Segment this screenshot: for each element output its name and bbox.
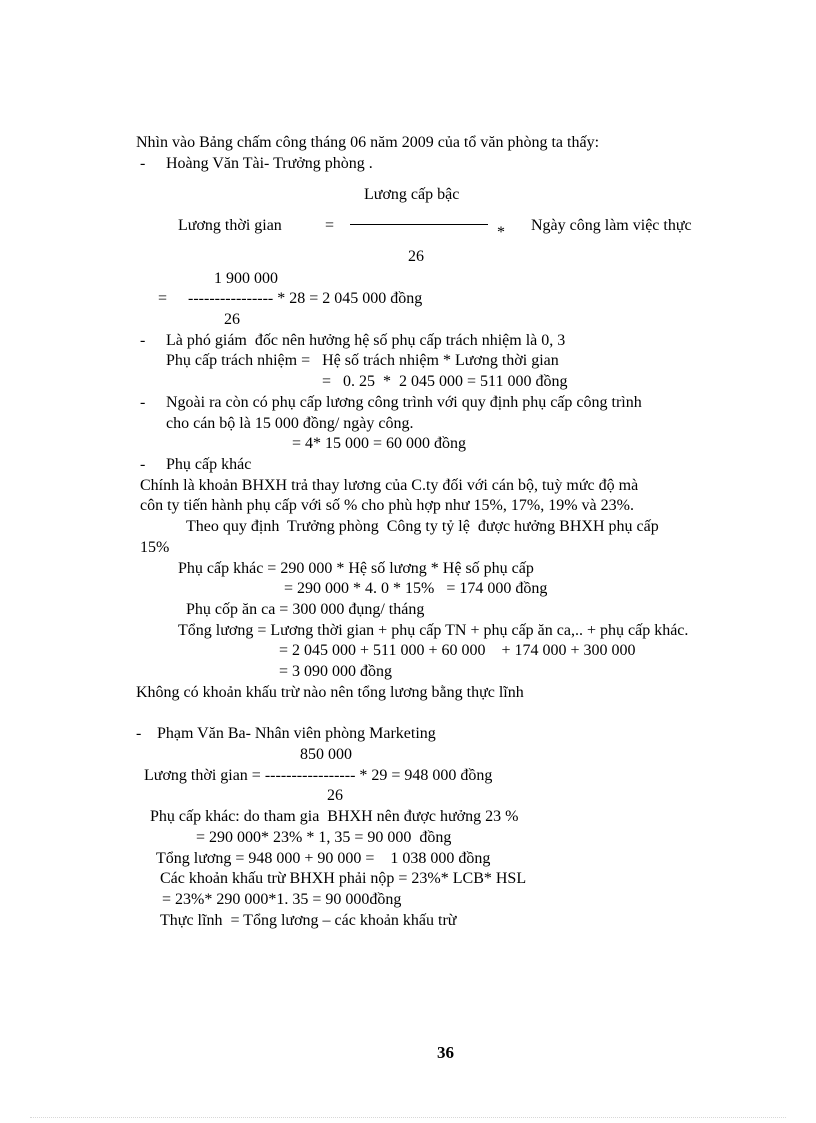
bullet-dash: - (140, 456, 146, 473)
formula-equals: = (325, 217, 335, 234)
bullet-dash: - (140, 332, 146, 349)
formula-rhs: Ngày công làm việc thực (531, 217, 692, 234)
p2-total-salary: Tổng lương = 948 000 + 90 000 = 1 038 000 đồng (156, 850, 491, 867)
calc-numerator: 1 900 000 (214, 270, 278, 287)
formula-numerator: Lương cấp bậc (364, 186, 460, 203)
bullet-dash: - (140, 394, 146, 411)
conclusion-line: Không có khoản khấu trừ nào nên tổng lương bằng thực lĩnh (136, 684, 524, 701)
total-salary-line3: = 3 090 000 đồng (279, 663, 393, 680)
paragraph-line4: 15% (140, 539, 170, 556)
footer-divider (30, 1117, 786, 1118)
other-allowance-line2: = 290 000 * 4. 0 * 15% = 174 000 đồng (284, 580, 548, 597)
calc-line: ---------------- * 28 = 2 045 000 đồng (188, 290, 423, 307)
p2-deductions-line2: = 23%* 290 000*1. 35 = 90 000đồng (162, 891, 402, 908)
p2-denominator: 26 (327, 787, 343, 804)
p2-other-allowance-line1: Phụ cấp khác: do tham gia BHXH nên được hưởng 23 % (150, 808, 519, 825)
paragraph-line2: côn ty tiến hành phụ cấp với số % cho phù hợp như 15%, 17%, 19% và 23%. (140, 497, 634, 514)
p2-net-pay: Thực lĩnh = Tổng lương – các khoản khấu trừ (160, 912, 457, 929)
meal-allowance: Phụ cốp ăn ca = 300 000 đụng/ tháng (186, 601, 425, 618)
bullet3-line1: Ngoài ra còn có phụ cấp lương công trình với quy định phụ cấp công trình (166, 394, 642, 411)
intro-line: Nhìn vào Bảng chấm công tháng 06 năm 2009 của tổ văn phòng ta thấy: (136, 134, 600, 151)
calc-equals: = (158, 290, 168, 307)
page-number: 36 (437, 1043, 454, 1062)
bullet4-line1: Phụ cấp khác (166, 456, 252, 473)
bullet2-line3: = 0. 25 * 2 045 000 = 511 000 đồng (322, 373, 568, 390)
p2-numerator: 850 000 (300, 746, 352, 763)
formula-lhs: Lương thời gian (178, 217, 282, 234)
bullet2-line1: Là phó giám đốc nên hưởng hệ số phụ cấp trách nhiệm là 0, 3 (166, 332, 566, 349)
p2-time-salary: Lương thời gian = ----------------- * 29 = 948 000 đồng (144, 767, 493, 784)
other-allowance-line1: Phụ cấp khác = 290 000 * Hệ số lương * Hệ số phụ cấp (178, 560, 534, 577)
bullet2-line2: Phụ cấp trách nhiệm = Hệ số trách nhiệm * Lương thời gian (166, 352, 559, 369)
total-salary-line2: = 2 045 000 + 511 000 + 60 000 + 174 000 + 300 000 (279, 642, 636, 659)
bullet3-line3: = 4* 15 000 = 60 000 đồng (292, 435, 467, 452)
fraction-bar (350, 224, 488, 225)
bullet3-line2: cho cán bộ là 15 000 đồng/ ngày công. (166, 415, 414, 432)
employee-name-2: Phạm Văn Ba- Nhân viên phòng Marketing (157, 725, 436, 742)
calc-denominator: 26 (224, 311, 240, 328)
paragraph-line3: Theo quy định Trưởng phòng Công ty tỷ lệ được hưởng BHXH phụ cấp (186, 518, 659, 535)
paragraph-line1: Chính là khoản BHXH trả thay lương của C.ty đối với cán bộ, tuỳ mức độ mà (140, 477, 639, 494)
bullet-dash: - (140, 155, 146, 172)
total-salary-line1: Tổng lương = Lương thời gian + phụ cấp TN + phụ cấp ăn ca,.. + phụ cấp khác. (178, 622, 689, 639)
formula-denominator: 26 (408, 248, 424, 265)
bullet-dash: - (136, 725, 142, 742)
p2-deductions-line1: Các khoản khấu trừ BHXH phải nộp = 23%* LCB* HSL (160, 870, 527, 887)
employee-name-1: Hoàng Văn Tài- Trưởng phòng . (166, 155, 373, 172)
p2-other-allowance-line2: = 290 000* 23% * 1, 35 = 90 000 đồng (196, 829, 452, 846)
formula-multiply: * (497, 224, 505, 241)
